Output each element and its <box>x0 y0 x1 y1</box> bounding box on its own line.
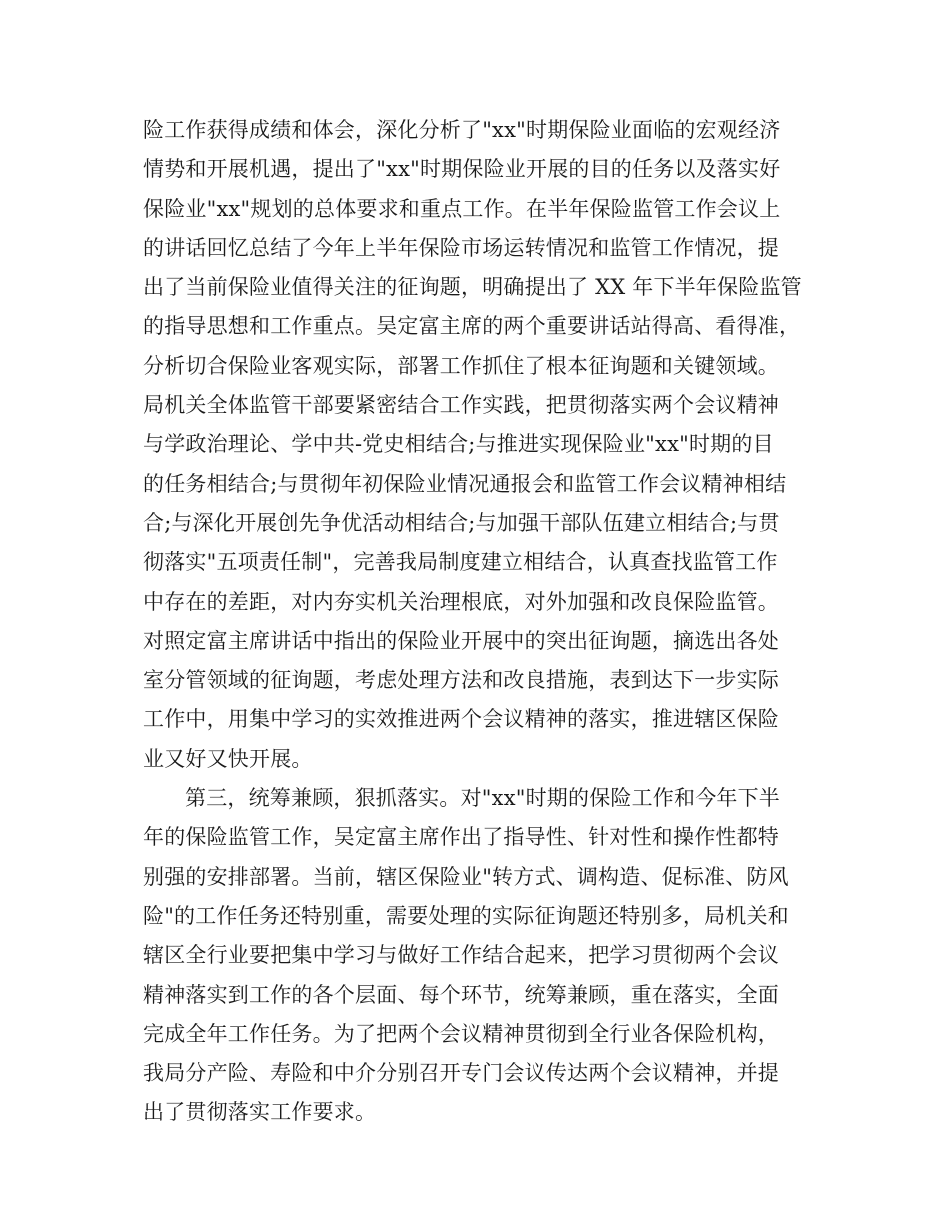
text-line: 险工作获得成绩和体会，深化分析了"xx"时期保险业面临的宏观经济 <box>143 118 781 142</box>
text-line: 的指导思想和工作重点。吴定富主席的两个重要讲话站得高、看得准， <box>143 314 801 339</box>
text-line: 完成全年工作任务。为了把两个会议精神贯彻到全行业各保险机构， <box>143 1021 779 1046</box>
text-line: 对照定富主席讲话中指出的保险业开展中的突出征询题，摘选出各处 <box>143 628 779 653</box>
text-line: 的任务相结合;与贯彻年初保险业情况通报会和监管工作会议精神相结 <box>143 471 787 496</box>
text-line: 情势和开展机遇，提出了"xx"时期保险业开展的目的任务以及落实好 <box>143 157 781 182</box>
text-line: 保险业"xx"规划的总体要求和重点工作。在半年保险监管工作会议上 <box>143 196 781 221</box>
paragraph-start-line: 第三，统筹兼顾，狠抓落实。对"xx"时期的保险工作和今年下半 <box>185 786 781 811</box>
body-text <box>143 111 843 1133</box>
text-line: 局机关全体监管干部要紧密结合工作实践，把贯彻落实两个会议精神 <box>143 393 779 418</box>
text-line: 中存在的差距，对内夯实机关治理根底，对外加强和改良保险监管。 <box>143 589 779 614</box>
text-line: 出了贯彻落实工作要求。 <box>143 1100 377 1125</box>
text-line: 业又好又快开展。 <box>143 746 313 771</box>
text-line: 的讲话回忆总结了今年上半年保险市场运转情况和监管工作情况，提 <box>143 235 779 260</box>
text-line: 辖区全行业要把集中学习与做好工作结合起来，把学习贯彻两个会议 <box>143 943 779 968</box>
text-line: 险"的工作任务还特别重，需要处理的实际征询题还特别多，局机关和 <box>143 903 789 928</box>
text-line: 年的保险监管工作，吴定富主席作出了指导性、针对性和操作性都特 <box>143 825 779 850</box>
text-line: 出了当前保险业值得关注的征询题，明确提出了 XX 年下半年保险监管 <box>143 275 802 300</box>
text-line: 精神落实到工作的各个层面、每个环节，统筹兼顾，重在落实，全面 <box>143 982 779 1007</box>
text-line: 与学政治理论、学中共-党史相结合;与推进实现保险业"xx"时期的目 <box>143 432 774 457</box>
text-line: 彻落实"五项责任制"，完善我局制度建立相结合，认真查找监管工作 <box>143 550 778 575</box>
text-line: 分析切合保险业客观实际，部署工作抓住了根本征询题和关键领域。 <box>143 353 779 378</box>
text-line: 合;与深化开展创先争优活动相结合;与加强干部队伍建立相结合;与贯 <box>143 510 780 535</box>
text-line: 别强的安排部署。当前，辖区保险业"转方式、调构造、促标准、防风 <box>143 864 789 889</box>
text-line: 我局分产险、寿险和中介分别召开专门会议传达两个会议精神，并提 <box>143 1061 779 1086</box>
text-line: 室分管领域的征询题，考虑处理方法和改良措施，表到达下一步实际 <box>143 668 779 693</box>
text-line: 工作中，用集中学习的实效推进两个会议精神的落实，推进辖区保险 <box>143 707 779 732</box>
